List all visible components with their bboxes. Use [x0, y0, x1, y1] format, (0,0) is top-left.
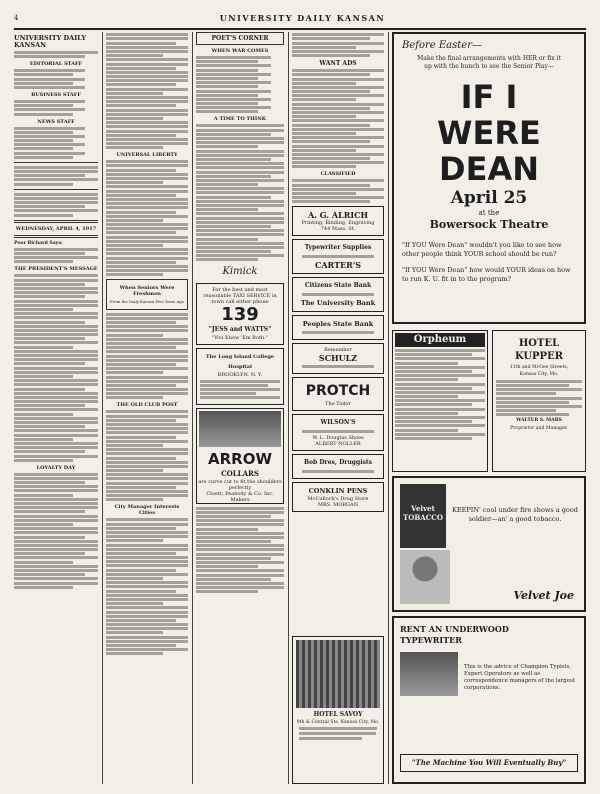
schulz-name: SCHULZ: [318, 353, 358, 364]
column-articles: [106, 32, 188, 784]
hotel-savoy-illustration: [296, 640, 380, 708]
hotel-kupper-ad: [492, 330, 586, 472]
hospital-location: BROOKLYN, N. Y.: [217, 372, 263, 379]
citizens-bank: Citizens State Bank: [304, 282, 372, 290]
wilsons-name: WILSON'S: [320, 419, 356, 427]
velvet-tin: Velvet TOBACCO: [400, 484, 446, 548]
conklin-pens: CONKLIN PENS: [308, 487, 368, 496]
presidents-message-heading: THE PRESIDENT'S MESSAGE: [14, 266, 98, 273]
masthead: [14, 8, 586, 30]
bob-dres: Bob Dres, Druggists: [303, 459, 373, 467]
orpheum-ad: [392, 330, 488, 472]
old-club-post-heading: THE OLD CLUB POST: [116, 402, 178, 409]
taxi-name: "JESS and WATTS": [208, 326, 272, 334]
taxi-heading: For the best and most reasonable TAXI SERVICE in town call either phone: [203, 287, 277, 306]
peoples-bank: Peoples State Bank: [302, 320, 374, 329]
underwood-body: This is the advice of Champion Typists, Expert Operators as well as correspondence managers of the largest corporations.: [464, 664, 575, 691]
velvet-tobacco-ad: [392, 476, 586, 612]
poem-war-comes-heading: WHEN WAR COMES: [211, 48, 269, 54]
arrow-maker: Cluett, Peabody & Co. Inc. Makers: [206, 490, 274, 503]
wl-douglas: W. L. Douglas Shoes: [312, 435, 364, 442]
question-2: "If YOU Were Dean" how would YOUR ideas on how to run K. U. fit in to the program?: [402, 266, 571, 283]
page-number: 4: [14, 14, 19, 22]
editorial-staff-heading: EDITORIAL STAFF: [29, 61, 83, 68]
orpheum-name: Orpheum: [395, 333, 485, 347]
seniors-freshmen-heading: When Seniors Were Freshmen: [119, 285, 175, 298]
hotel-kupper-name: HOTEL KUPPER: [514, 338, 564, 362]
question-1: "If YOU Were Dean" wouldn't you like to see how other people think YOUR school should be run?: [402, 241, 562, 258]
kupper-title: Proprietor and Manager.: [510, 425, 568, 431]
before-easter: Before Easter—: [402, 40, 482, 51]
underwood-ad: [392, 616, 586, 784]
seniors-freshmen-sub: From the Daily Kansan Five Years Ago: [109, 299, 185, 305]
play-title-1: IF I: [460, 78, 518, 116]
arrow-collar-illustration: [199, 411, 281, 447]
issue-date: WEDNESDAY, APRIL 4, 1917: [15, 225, 97, 232]
poets-corner-heading: POET'S CORNER: [196, 32, 284, 45]
arrow-sub: COLLARS: [221, 468, 259, 478]
typewriter-illustration: [400, 652, 458, 696]
column-poets-corner: [196, 32, 284, 784]
alrich-address: 744 Mass. St.: [320, 226, 356, 233]
poor-richard-heading: Poor Richard Says:: [14, 240, 63, 246]
velvet-signature: Velvet Joe: [513, 589, 574, 602]
typewriter-supplies: Typewriter Supplies: [304, 244, 372, 252]
classified-heading: CLASSIFIED: [320, 171, 356, 178]
albert-noller: ALBERT NOLLER: [315, 441, 361, 448]
mrs-morgan: MRS. MORGAN: [317, 502, 359, 509]
hospital-name: The Long Island College Hospital: [205, 354, 275, 371]
hotel-savoy-sub: 9th & Central Sts. Kansas City, Mo.: [296, 720, 380, 725]
nameplate: UNIVERSITY DAILY KANSAN: [14, 34, 87, 49]
kupper-address: 11th and McGee Streets,: [509, 365, 569, 370]
arrow-brand: ARROW: [207, 449, 272, 468]
loyalty-day-heading: LOYALTY DAY: [36, 464, 76, 471]
protch-name: PROTCH: [305, 383, 371, 400]
news-staff-heading: NEWS STAFF: [37, 118, 75, 125]
business-staff-heading: BUSINESS STAFF: [31, 91, 81, 98]
want-ads-heading: WANT ADS: [319, 60, 357, 68]
play-date: April 25: [450, 188, 528, 208]
velvet-slogan: KEEPIN' cool under fire shows a good soldier—an' a good tobacco.: [452, 506, 578, 523]
paper-title: UNIVERSITY DAILY KANSAN: [219, 13, 386, 23]
taxi-number: 139: [221, 304, 259, 326]
city-manager-heading: City Manager Interests Cities: [114, 504, 180, 517]
intro-text: Make the final arrangements with HER or fix it up with the bunch to see the Senior Play—: [417, 55, 561, 70]
alrich-sub: Printing, Binding, Engraving: [301, 220, 375, 227]
alrich-name: A. G. ALRICH: [307, 210, 369, 221]
remember-label: Remember: [324, 347, 352, 354]
theatre-name: Bowersock Theatre: [429, 218, 549, 231]
university-bank: The University Bank: [300, 299, 376, 308]
hotel-savoy-name: HOTEL SAVOY: [313, 711, 363, 718]
arrow-slogan: are curve cut to fit the shoulders perfectly: [198, 478, 282, 491]
kupper-owner: WALTER S. MARS: [516, 418, 562, 424]
carters: CARTER'S: [314, 260, 361, 271]
underwood-heading: RENT AN UNDERWOOD TYPEWRITER: [400, 624, 509, 645]
taxi-sub: "You Know 'Em Both.": [212, 335, 268, 342]
underwood-slogan: "The Machine You Will Eventually Buy": [400, 754, 578, 772]
at-label: at the: [478, 209, 500, 217]
mcculloch: McCulloch's Drug Store: [307, 496, 369, 503]
column-editorial: [14, 32, 98, 784]
newspaper-page: [14, 8, 586, 788]
universal-liberty-heading: UNIVERSAL LIBERTY: [116, 152, 178, 159]
signature: Kimick: [222, 266, 258, 278]
velvet-joe-illustration: [400, 550, 450, 604]
protch-sub: The Tailor: [325, 401, 351, 408]
kupper-city: Kansas City, Mo.: [519, 372, 559, 378]
hotel-savoy-ad: [292, 636, 384, 784]
if-i-were-dean-ad: [392, 32, 586, 324]
poem-time-to-think-heading: A TIME TO THINK: [213, 116, 267, 123]
play-title-2: WERE DEAN: [437, 114, 541, 188]
